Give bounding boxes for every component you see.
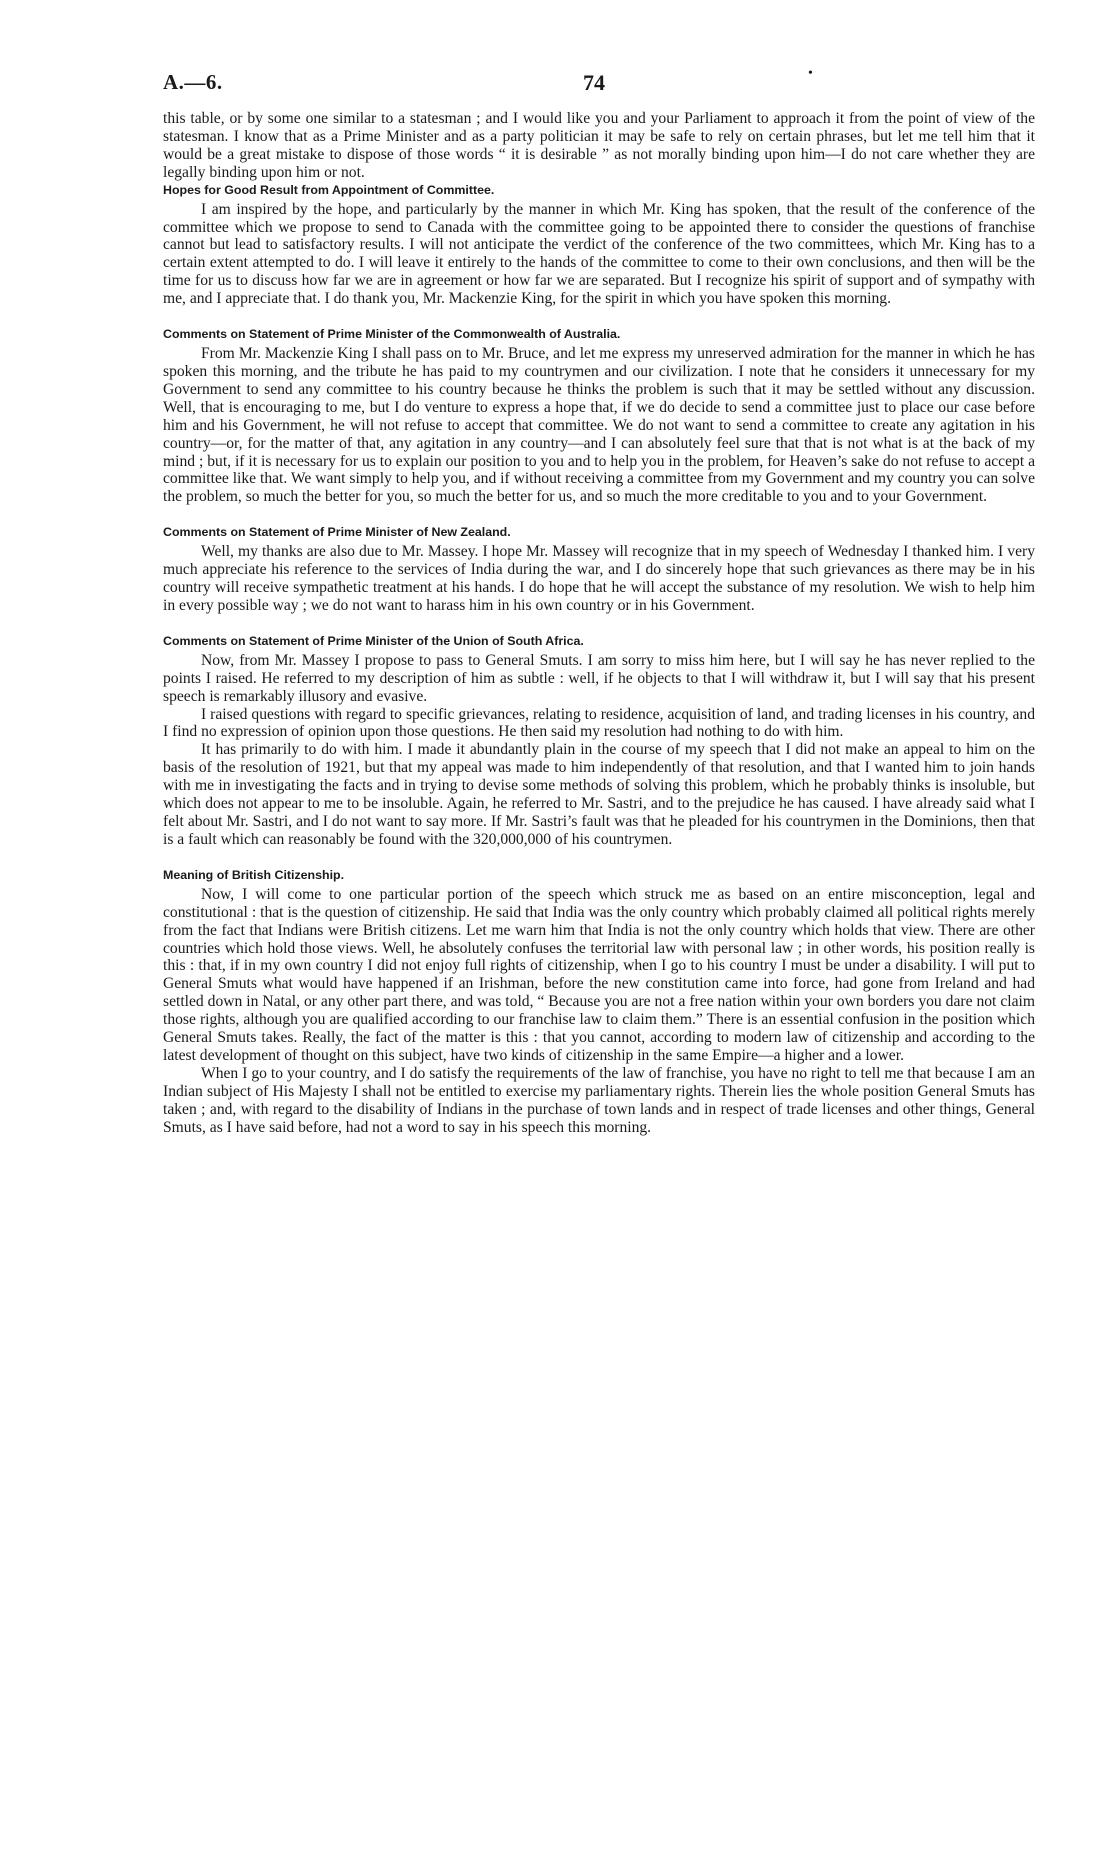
section-committee-hopes bbox=[163, 182, 1035, 308]
paragraph: Well, my thanks are also due to Mr. Massey. I hope Mr. Massey will recognize that in my speech of Wednesday I thanked him. I very much appreciate his reference to the services of India during the war, and I do sincerely hope that such grievances as there may be in his country will receive sympathetic treatment at his hands. I do hope that he will accept the substance of my resolution. We wish to help him in every possible way ; we do not want to harass him in his own country or in his Government. bbox=[163, 543, 1035, 614]
section-south-africa-comments bbox=[163, 633, 1035, 849]
paragraph: I am inspired by the hope, and particularly by the manner in which Mr. King has spoken, that the result of the conference of the committee which we propose to send to Canada with the committee going to be appointed there to consider the questions of franchise cannot but lead to satisfactory results. I will not anticipate the verdict of the conference of the two committees, which Mr. King has to a certain extent attempted to do. I will leave it entirely to the hands of the committee to come to their own conclusions, and then will be the time for us to discuss how far we are in agreement or how far we are separated. But I recognize his spirit of support and of sympathy with me, and I appreciate that. I do thank you, Mr. Mackenzie King, for the spirit in which you have spoken this morning. bbox=[163, 200, 1035, 308]
section-british-citizenship bbox=[163, 867, 1035, 1137]
print-mark: • bbox=[808, 66, 813, 81]
section-heading: Comments on Statement of Prime Minister of New Zealand. bbox=[163, 525, 511, 540]
paragraph: Now, from Mr. Massey I propose to pass to General Smuts. I am sorry to miss him here, but I will say he has never replied to the points I raised. He referred to my description of him as subtle : well, if he objects to that I will withdraw it, but I will say that his present speech is remarkably illusory and evasive. bbox=[163, 651, 1035, 705]
section-australia-comments bbox=[163, 326, 1035, 506]
paragraph: From Mr. Mackenzie King I shall pass on to Mr. Bruce, and let me express my unreserved admiration for the manner in which he has spoken this morning, and the tribute he has paid to my countrymen and our civilization. I note that he considers it unnecessary for my Government to send any committee to his country because he thinks the problem is such that it may be settled without any discussion. Well, that is encouraging to me, but I do venture to express a hope that, if we do decide to send a committee just to place our case before him and his Government, he will not refuse to accept that committee. We do not want to send a committee to create any agitation in his country—or, for the matter of that, any agitation in any country—and I can absolutely feel sure that that is not what is at the back of my mind ; but, if it is necessary for us to explain our position to you and to help you in the problem, for Heaven’s sake do not refuse to accept a committee like that. We want simply to help you, and if without receiving a committee from my Government and my country you can solve the problem, so much the better for you, so much the better for us, and so much the more creditable to you and to your Government. bbox=[163, 345, 1035, 506]
paragraph: I raised questions with regard to specific grievances, relating to residence, acquisition of land, and trading licenses in his country, and I find no expression of opinion upon those questions. He then said my resolution had nothing to do with him. bbox=[163, 705, 1035, 741]
page-header bbox=[163, 66, 1035, 110]
paragraph: It has primarily to do with him. I made it abundantly plain in the course of my speech that I did not make an appeal to him on the basis of the resolution of 1921, but that my appeal was made to him independently of that resolution, and that I wanted him to join hands with me in investigating the facts and in trying to devise some methods of solving this problem, which he probably thinks is insoluble, but which does not appear to me to be insoluble. Again, he referred to Mr. Sastri, and to the prejudice he has caused. I have already said what I felt about Mr. Sastri, and I do not want to say more. If Mr. Sastri’s fault was that he pleaded for his countrymen in the Dominions, then that is a fault which can reasonably be found with the 320,000,000 of his countrymen. bbox=[163, 741, 1035, 848]
section-new-zealand-comments bbox=[163, 524, 1035, 615]
section-heading: Comments on Statement of Prime Minister of the Union of South Africa. bbox=[163, 633, 584, 648]
paragraph: Now, I will come to one particular portion of the speech which struck me as based on an entire misconception, legal and constitutional : that is the question of citizenship. He said that India was the only country which probably claimed all political rights merely from the fact that Indians were British citizens. Let me warn him that India is not the only country which holds that view. There are other countries which hold those views. Well, he absolutely confuses the territorial law with personal law ; in other words, his position really is this : that, if in my own country I did not enjoy full rights of citizenship, when I go to his country I must be under a disability. I will put to General Smuts what would have happened if an Irishman, before the new constitution came into force, had gone from Ireland and had settled down in Natal, or any other part there, and was told, “ Because you are not a free nation within your own borders you dare not claim those rights, although you are qualified according to our franchise law to claim them.” There is an essential confusion in the position which General Smuts takes. Really, the fact of the matter is this : that you cannot, according to modern law of citizenship and according to the latest development of thought on this subject, have two kinds of citizenship in the same Empire—a higher and a lower. bbox=[163, 885, 1035, 1064]
section-heading: Comments on Statement of Prime Minister of the Commonwealth of Australia. bbox=[163, 327, 621, 342]
paragraph: When I go to your country, and I do satisfy the requirements of the law of franchise, you have no right to tell me that because I am an Indian subject of His Majesty I shall not be entitled to exercise my parliamentary rights. Therein lies the whole position General Smuts has taken ; and, with regard to the disability of Indians in the purchase of town lands and in respect of trade licenses and other things, General Smuts, as I have said before, had not a word to say in his speech this morning. bbox=[163, 1064, 1035, 1136]
document-reference: A.—6. bbox=[163, 70, 223, 94]
section-heading: Hopes for Good Result from Appointment of Committee. bbox=[163, 182, 495, 197]
page-number: 74 bbox=[583, 70, 605, 95]
section-heading: Meaning of British Citizenship. bbox=[163, 867, 345, 882]
document-page bbox=[163, 66, 1035, 1830]
continued-paragraph: this table, or by some one similar to a statesman ; and I would like you and your Parliament to approach it from the point of view of the statesman. I know that as a Prime Minister and as a party politician it may be safe to rely on certain phrases, but let me tell him that it would be a great mistake to dispose of those words “ it is desirable ” as not morally binding upon him—I do not care whether they are legally binding upon him or not. bbox=[163, 110, 1035, 181]
document-body bbox=[163, 110, 1035, 1137]
